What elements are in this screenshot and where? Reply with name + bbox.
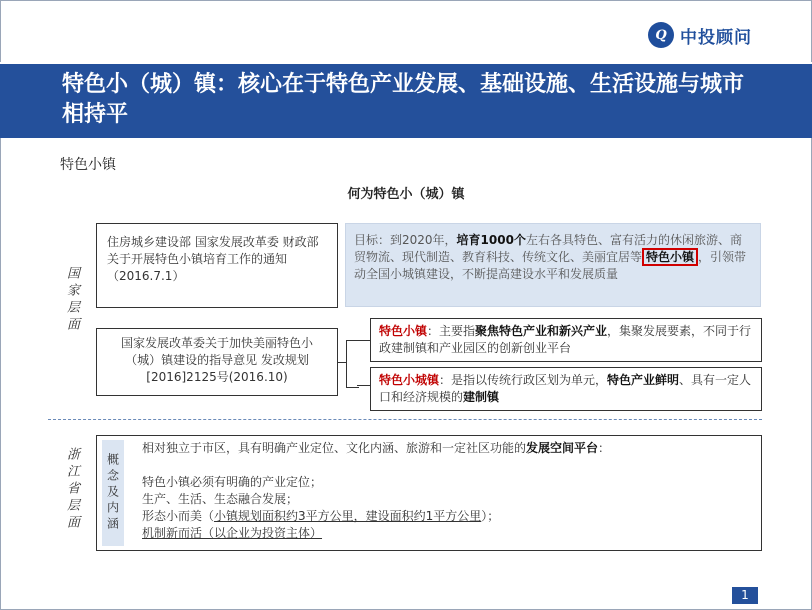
- town-definition-box: [370, 318, 762, 362]
- goal-box: [345, 223, 761, 307]
- bracket-connector: [346, 340, 359, 388]
- concept-line-1-bold: 发展空间平台: [526, 441, 599, 455]
- concept-line-4: [142, 508, 757, 525]
- guidance-opinion-box: 国家发展改革委关于加快美丽特色小（城）镇建设的指导意见 发改规划[2016]2125号(2016.10): [96, 328, 338, 396]
- concept-line-2: 特色小镇必须有明确的产业定位；: [142, 475, 323, 489]
- logo-text: 中投顾问: [680, 27, 752, 48]
- town-def-bold: 聚焦特色产业和新兴产业: [475, 324, 608, 338]
- page-number: 1: [732, 587, 758, 604]
- concept-line-1-text: 相对独立于市区，具有明确产业定位、文化内涵、旅游和一定社区功能的: [142, 441, 527, 455]
- concept-line-4-text: 形态小而美（: [142, 509, 215, 523]
- section-divider: [48, 419, 762, 420]
- small-town-def-bold-2: 建制镇: [463, 390, 500, 404]
- policy-notice-box: 住房城乡建设部 国家发展改革委 财政部关于开展特色小镇培育工作的通知 （2016.7.1）: [96, 223, 338, 308]
- goal-text-bold: 培育1000个: [456, 233, 526, 247]
- goal-text-2: 左右各具特色、富有活力的休闲旅游、商贸物流、现代制造、教育科技、传统文化、美丽宜居等: [354, 233, 742, 264]
- section-label: 特色小镇: [60, 157, 116, 173]
- company-logo: [648, 22, 752, 48]
- diagram-heading: 何为特色小（城）镇: [347, 187, 465, 202]
- connector-line: [338, 362, 346, 363]
- small-town-def-2: 、具有一定人口和经济规模的: [379, 373, 752, 404]
- zhejiang-level-label: 浙江省层面: [64, 447, 79, 532]
- national-level-label: 国家层面: [64, 266, 79, 334]
- connector-arm-bottom: [357, 385, 371, 386]
- concept-line-4-end: ）；: [481, 509, 500, 523]
- small-town-def-1: ：是指以传统行政区划为单元，: [439, 373, 608, 387]
- goal-text-1: 目标：到2020年，: [354, 233, 457, 247]
- concept-line-3: 生产、生活、生态融合发展；: [142, 492, 299, 506]
- concept-line-1: [142, 440, 757, 457]
- small-town-term: 特色小城镇: [379, 373, 440, 387]
- town-term: 特色小镇: [379, 324, 428, 338]
- slide-title: 特色小（城）镇：核心在于特色产业发展、基础设施、生活设施与城市相持平: [62, 72, 745, 127]
- town-def-1: ：主要指: [427, 324, 476, 338]
- goal-highlight: 特色小镇: [642, 248, 698, 266]
- concept-line-5: 机制新而活（以企业为投资主体）: [142, 526, 323, 540]
- town-def-2: ，集聚发展要素，不同于行政建制镇和产业园区的创新创业平台: [379, 324, 752, 355]
- logo-icon: Q: [648, 22, 674, 48]
- concept-spacer: [142, 457, 757, 474]
- small-town-definition-box: [370, 367, 762, 411]
- concept-content: [142, 440, 757, 542]
- concept-line-1-end: ：: [598, 441, 611, 455]
- goal-text-3: ，引领带动全国小城镇建设，不断提高建设水平和发展质量: [354, 250, 747, 281]
- connector-arm-top: [357, 340, 371, 341]
- concept-label: 概念及内涵: [102, 440, 124, 546]
- title-bar: [0, 62, 812, 138]
- small-town-def-bold-1: 特色产业鲜明: [607, 373, 680, 387]
- concept-line-4-underlined: 小镇规划面积约3平方公里，建设面积约1平方公里: [214, 509, 482, 523]
